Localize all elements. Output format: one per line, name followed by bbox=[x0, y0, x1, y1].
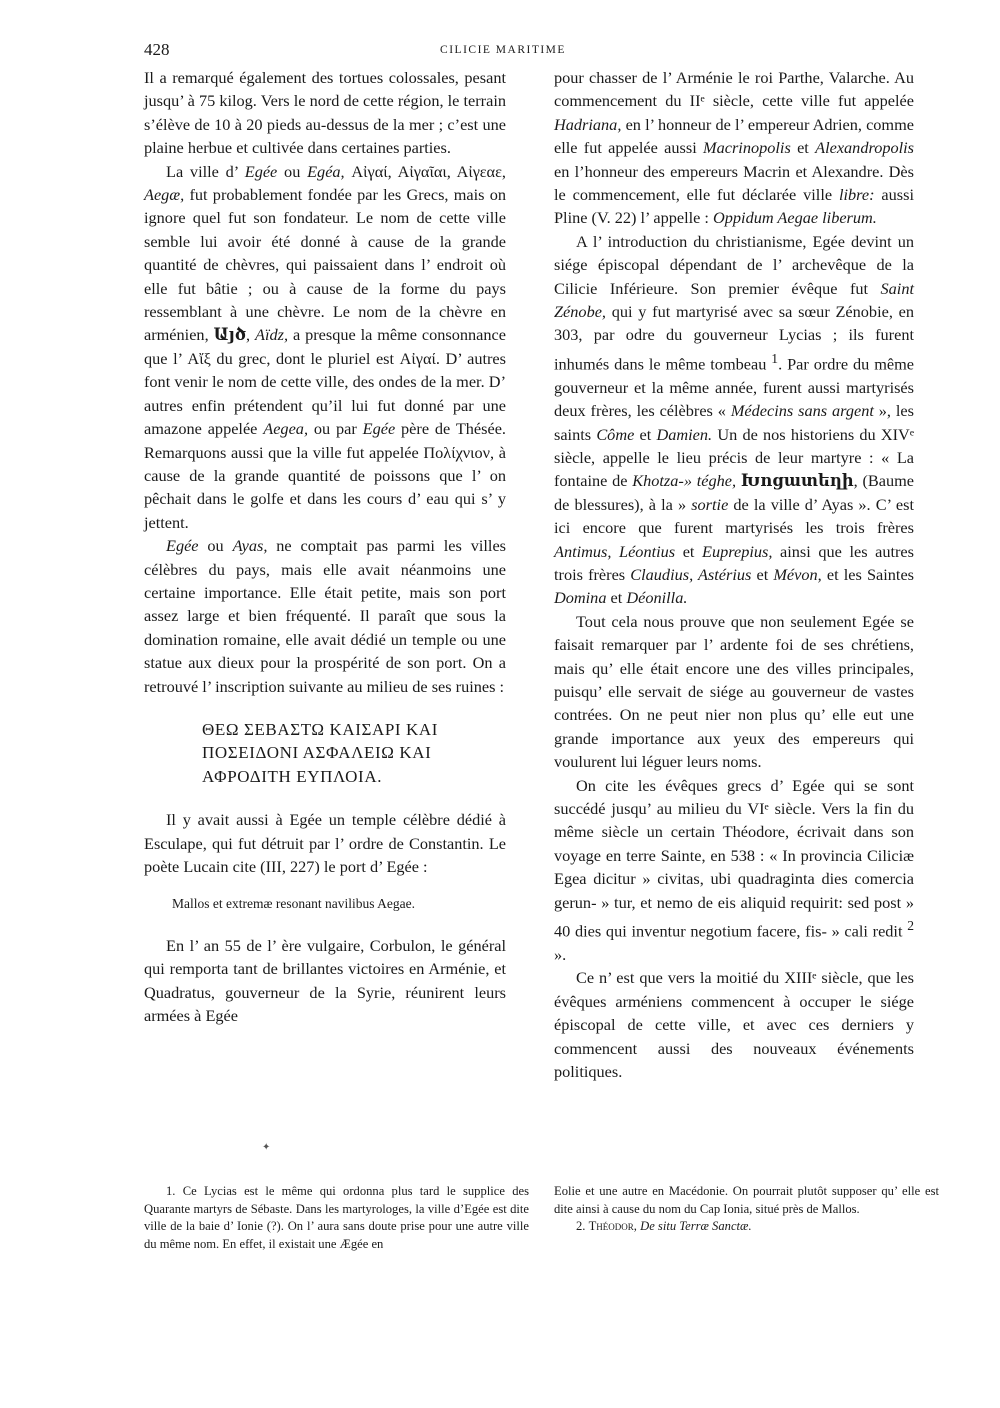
footnote: 1. Ce Lycias est le même qui ordonna plus tard le supplice des Quarante martyrs de Sébaste. Dans les martyrologes, la ville d’Egée est dite ville de la baie d’ Ionie (?). On l’ aura sans doute prise pour une autre ville du même nom. En effet, il existait une Ægée en bbox=[144, 1184, 529, 1252]
page-number: 428 bbox=[144, 40, 170, 59]
footnotes-right bbox=[554, 1183, 939, 1236]
inscription-line: ΠΟΣΕΙΔΟΝΙ ΑΣΦΑΛΕΙΩ ΚΑΙ bbox=[202, 743, 432, 763]
left-column bbox=[144, 66, 506, 1027]
right-column bbox=[554, 66, 914, 1083]
paragraph: pour chasser de l’ Arménie le roi Parthe, Valarche. Au commencement du IIᵉ siècle, cette ville fut appelée Hadriana, en l’ honneur de l’ empereur Adrien, comme elle fut appelée aussi Macrinopolis et Alexandropolis en l’honneur des empereurs Macrin et Alexandre. Dès le commencement, elle fut déclarée ville libre: aussi Pline (V. 22) l’ appelle : Oppidum Aegae liberum. bbox=[554, 68, 915, 228]
paragraph: En l’ an 55 de l’ ère vulgaire, Corbulon, le général qui remporta tant de brillantes victoires en Arménie, et Quadratus, gouverneur de la Syrie, réunirent leurs armées à Egée bbox=[144, 935, 506, 1026]
running-title: CILICIE MARITIME bbox=[440, 44, 566, 56]
page-header bbox=[144, 40, 862, 64]
paragraph: Ce n’ est que vers la moitié du XIIIᵉ siècle, que les évêques arméniens commencent à occuper le siége épiscopal de cette ville, et avec ces derniers y commencent aussi des nouveaux événements politiques. bbox=[554, 968, 914, 1081]
greek-inscription bbox=[202, 718, 506, 788]
paragraph: Tout cela nous prouve que non seulement Egée se faisait remarquer par l’ ardente foi de ses chrétiens, mais qu’ elle était encore une des villes principales, puisqu’ elle servait de siége au gouverneur de vastes contrées. On ne peut nier non plus qu’ elle eut une grande importance aux yeux des empereurs qui voulurent lui léguer leurs noms. bbox=[554, 611, 914, 772]
inscription-line: ΘΕΩ ΣΕΒΑΣΤΩ ΚΑΙΣΑΡΙ ΚΑΙ bbox=[202, 719, 439, 739]
paragraph: A l’ introduction du christianisme, Egée devint un siége épiscopal dépendant de l’ archevêque de la Cilicie Inférieure. Son premier évêque fut Saint Zénobe, qui y fut martyrisé avec sa sœur Zénobie, en 303, par odre du gouverneur Lycias ; ils furent inhumés dans le même tombeau $^1$. Par ordre du même gouverneur et la même année, furent aussi martyrisés deux frères, les célèbres « Médecins sans argent », les saints Côme et Damien. Un de nos historiens du XIVᵉ siècle, appelle le lieu précis de leur martyre : « La fontaine de Khotza-» téghe, Խոցատեղի, (Baume de blessures), à la » sortie de la ville d’ Ayas ». C’ est ici encore que furent martyrisés les trois frères Antimus, Léontius et Euprepius, ainsi que les autres trois frères Claudius, Astérius et Mévon, et les Saintes Domina et Déonilla. bbox=[554, 231, 915, 608]
footnotes-left bbox=[144, 1183, 529, 1254]
paragraph: Il y avait aussi à Egée un temple célèbre dédié à Esculape, qui fut détruit par l’ ordre de Constantin. Le poète Lucain cite (III, 227) le port d’ Egée : bbox=[144, 810, 506, 876]
footnote-continuation: Eolie et une autre en Macédonie. On pourrait plutôt supposer qu’ elle est dite ainsi à cause du nom du Cap Ionia, situé près de Mallos. bbox=[554, 1184, 939, 1216]
inscription-line: ΑΦΡΟΔΙΤΗ ΕΥΠΛΟΙΑ. bbox=[202, 766, 383, 786]
paragraph: Egée ou Ayas, ne comptait pas parmi les villes célèbres du pays, mais elle avait néanmoins une certaine importance. Elle était petite, mais son port assez large et bien fréquenté. Il paraît que sous la domination romaine, elle avait dédié un temple ou une statue aux dieux pour la prospérité de son port. On a retrouvé l’ inscription suivante au milieu de ses ruines : bbox=[144, 536, 507, 696]
footnote: 2. Théodor, De situ Terræ Sanctæ. bbox=[576, 1219, 752, 1234]
latin-quote: Mallos et extremæ resonant navilibus Aegae. bbox=[172, 896, 415, 912]
paragraph: La ville d’ Egée ou Egéa, Αἰγαί, Αἰγαῖαι, Αἰγεαε, Aegæ, fut probablement fondée par les Grecs, mais on ignore quel fut son fondateur. Le nom de cette ville semble lui avoir été donné à cause de la grande quantité de chèvres, qui paissaient dans l’ endroit où elle fut bâtie ; ou à cause de la forme du pays ressemblant à une chèvre. Le nom de la chèvre en arménien, Այծ, Aïdz, a presque la même consonnance que l’ Αἴξ du grec, dont le pluriel est Αἰγαί. D’ autres font venir le nom de cette ville, des ondes de la mer. D’ autres enfin prétendent qu’il lui fut donné par une amazone appelée Aegea, ou par Egée père de Thésée. Remarquons aussi que la ville fut appelée Πολίχνιον, à cause de la grande quantité de poissons que l’ on pêchait dans le golfe et dans les cours d’ eau qui s’ y jettent. bbox=[144, 161, 507, 532]
ornament-icon: ✦ bbox=[262, 1142, 271, 1153]
paragraph: On cite les évêques grecs d’ Egée qui se sont succédé jusqu’ au milieu du VIᵉ siècle. Vers la fin du même siècle un certain Théodore, écrivait dans son voyage en terre Sainte, en 538 : « In provincia Ciliciæ Egea dicitur » civitas, ubi quadraginta dies comercia gerun- » tur, et nemo de eis aliquid requirit: sed post » 40 dies qui inventur negotium facere, fis- » cali redit $^2$ ». bbox=[554, 775, 914, 964]
paragraph: Il a remarqué également des tortues colossales, pesant jusqu’ à 75 kilog. Vers le nord de cette région, le terrain s’élève de 10 à 20 pieds au-dessus de la mer ; c’est une plaine herbue et cultivée dans certaines parties. bbox=[144, 68, 506, 158]
